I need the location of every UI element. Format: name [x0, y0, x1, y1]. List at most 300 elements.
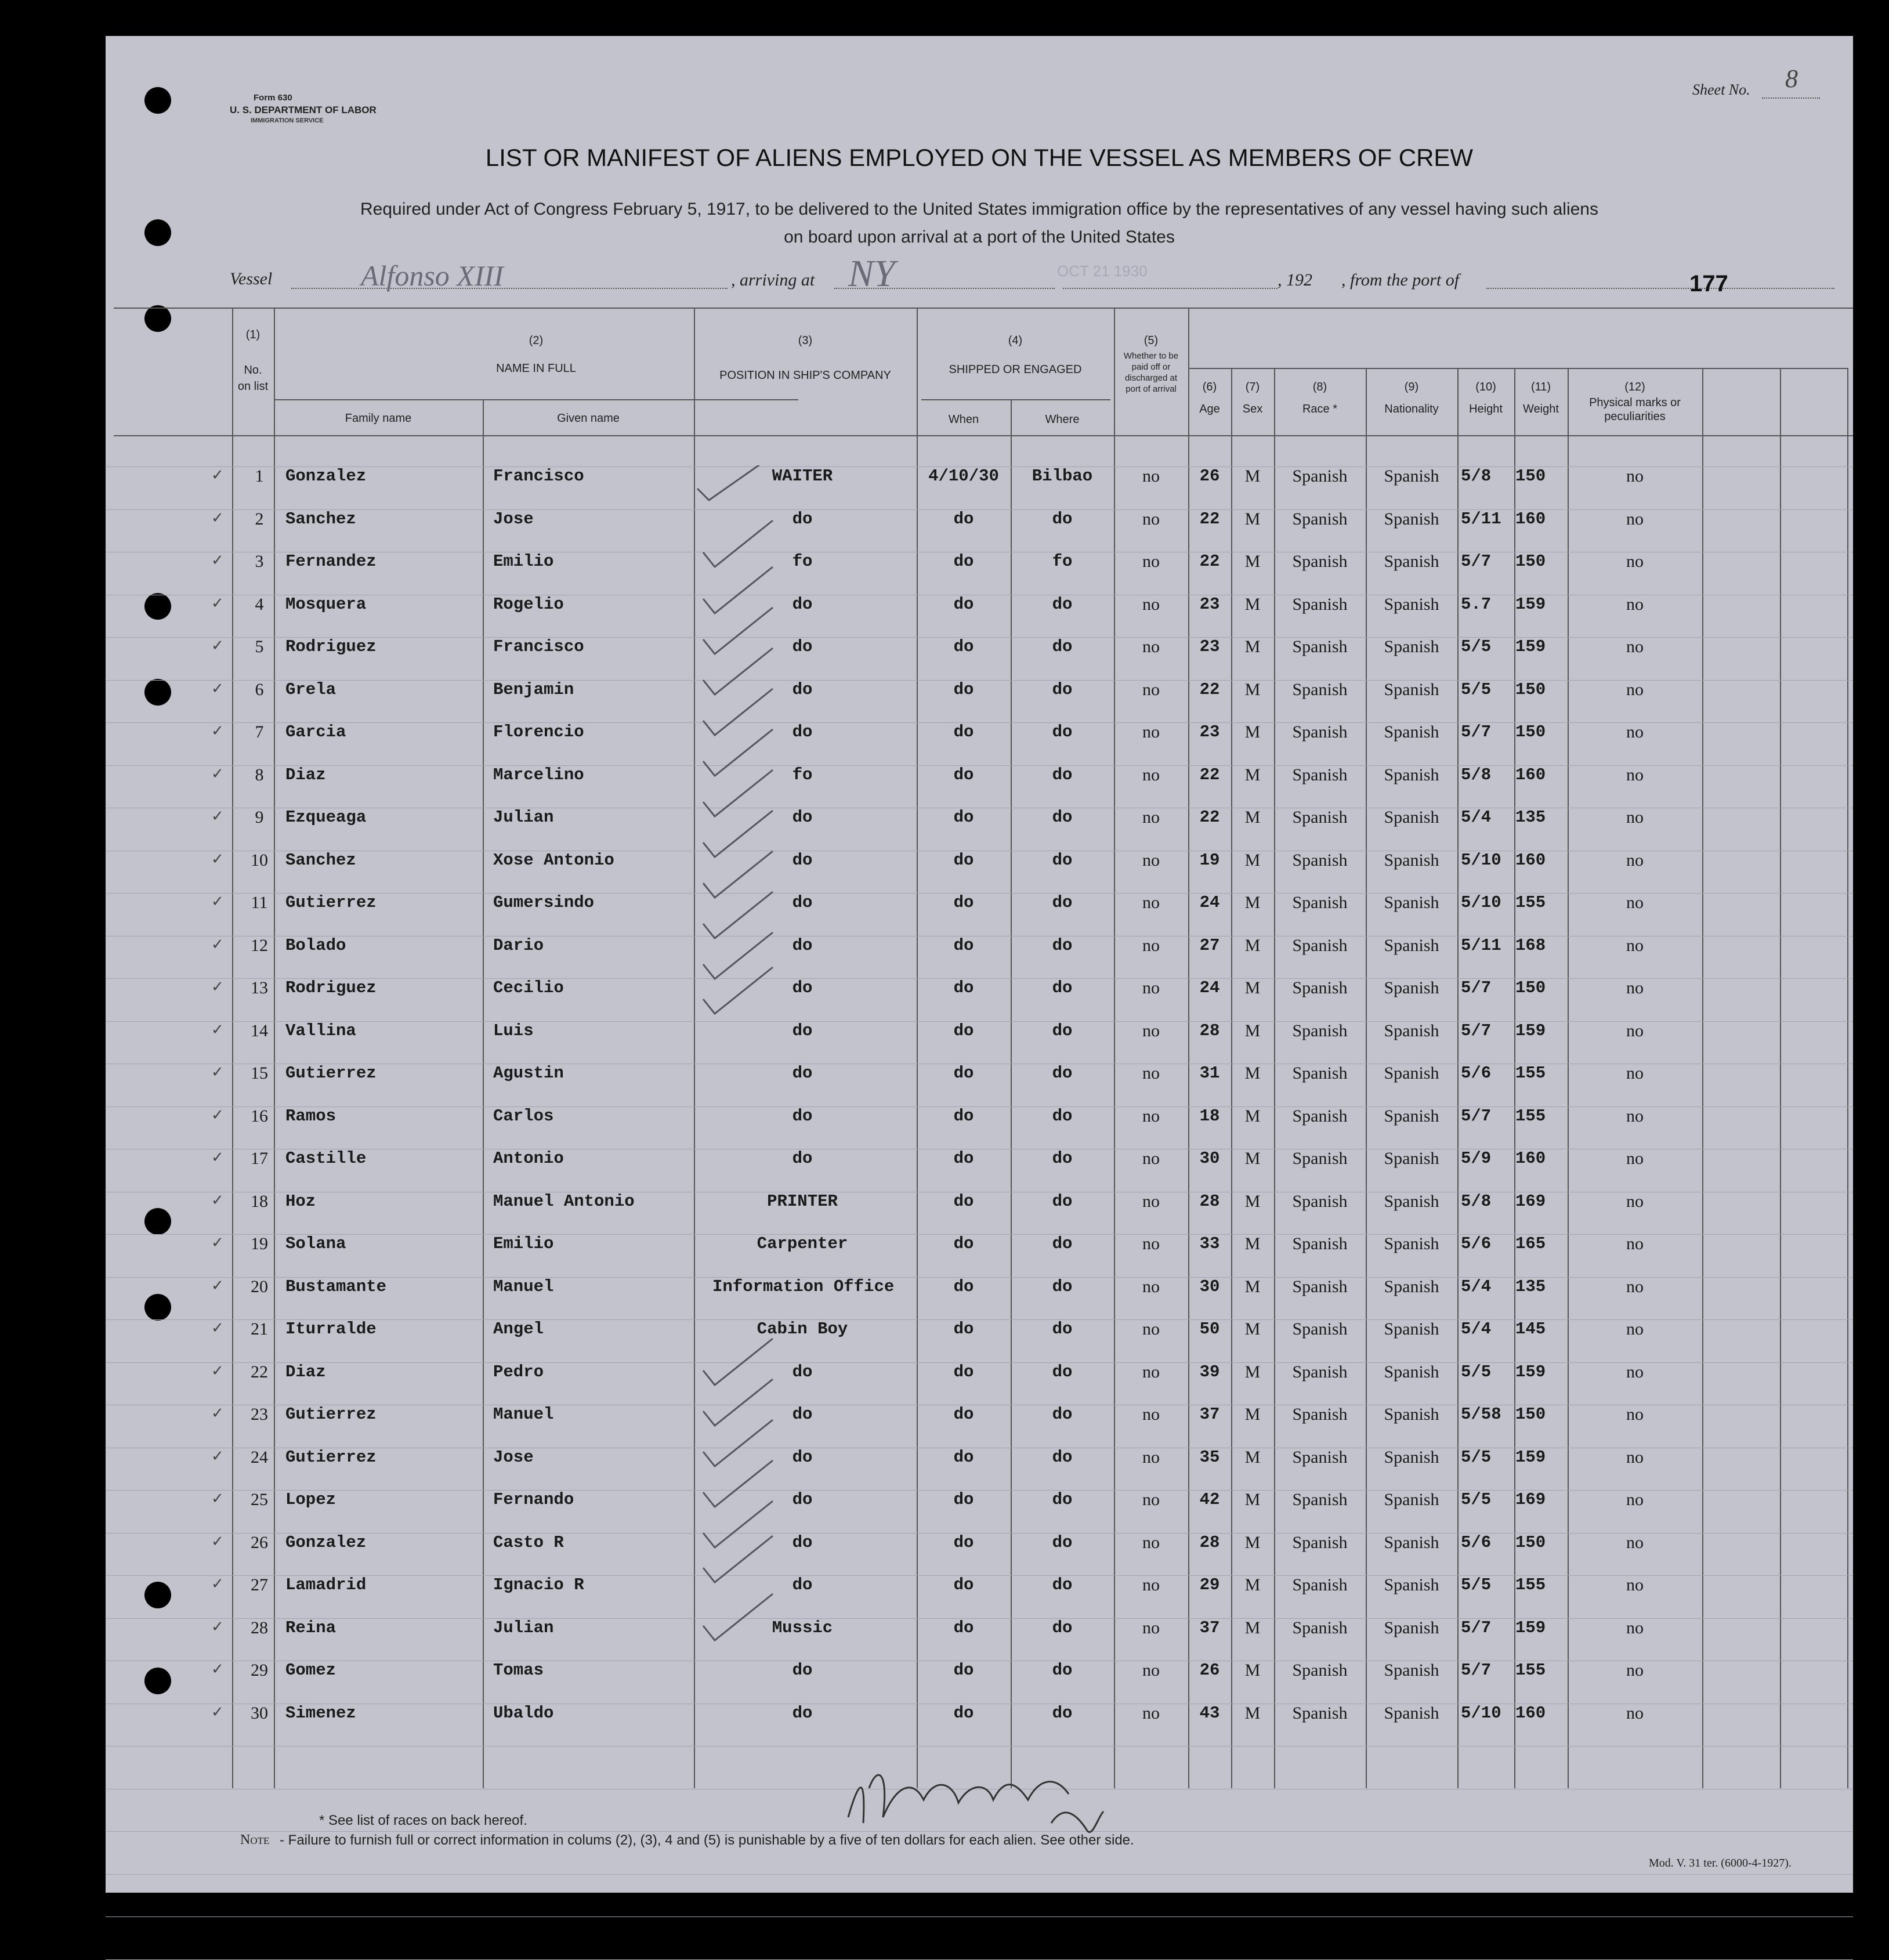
row-number: 25	[251, 1490, 268, 1509]
col8-label: Race *	[1302, 403, 1338, 415]
col-divider	[483, 399, 484, 1788]
physical-marks: no	[1626, 1532, 1644, 1552]
shipped-where: do	[1052, 1661, 1073, 1680]
shipped-where: do	[1052, 978, 1073, 997]
family-name: Gutierrez	[285, 893, 377, 912]
age: 27	[1199, 935, 1220, 955]
nationality: Spanish	[1384, 893, 1439, 912]
physical-marks: no	[1626, 1447, 1644, 1467]
punch-hole	[144, 305, 171, 332]
paid-off: no	[1142, 1064, 1160, 1083]
height: 5/5	[1461, 1575, 1492, 1594]
paid-off: no	[1142, 765, 1160, 784]
given-name: Florencio	[493, 722, 584, 742]
row-check-mark: ✓	[211, 1575, 224, 1592]
date-stamp: OCT 21 1930	[1057, 262, 1148, 280]
col3-label: POSITION IN SHIP'S COMPANY	[719, 369, 891, 382]
family-name: Iturralde	[285, 1319, 377, 1339]
family-name: Grela	[285, 679, 336, 699]
sex: M	[1244, 1447, 1261, 1467]
col2-num: (2)	[529, 334, 544, 347]
shipped-where: do	[1052, 679, 1073, 699]
from-port-label: , from the port of	[1341, 270, 1460, 290]
age: 22	[1199, 765, 1220, 784]
nationality: Spanish	[1384, 765, 1439, 784]
col2-given-label: Given name	[557, 412, 620, 425]
position: do	[792, 1490, 813, 1509]
age: 42	[1199, 1490, 1220, 1509]
height: 5/7	[1461, 978, 1492, 997]
height: 5/8	[1461, 765, 1492, 784]
given-name: Julian	[493, 1618, 554, 1637]
nationality: Spanish	[1384, 935, 1439, 955]
row-number: 18	[251, 1191, 268, 1211]
family-name: Sanchez	[285, 509, 356, 529]
name-subheader-line	[274, 399, 798, 400]
shipped-when: do	[953, 893, 974, 912]
form-number: Form 630	[254, 93, 292, 103]
sheet-number-line	[1762, 97, 1820, 99]
race: Spanish	[1292, 1106, 1348, 1126]
col12-label: Physical marks or peculiarities	[1589, 396, 1681, 423]
vessel-name: Alfonso XIII	[361, 259, 504, 292]
race: Spanish	[1292, 1362, 1348, 1382]
col4-where-label: Where	[1045, 413, 1080, 426]
height: 5/6	[1461, 1532, 1492, 1552]
race: Spanish	[1292, 893, 1348, 912]
sex: M	[1244, 552, 1261, 571]
given-name: Cecilio	[493, 978, 564, 997]
paid-off: no	[1142, 594, 1160, 614]
row-check-mark: ✓	[211, 1191, 224, 1209]
row-number: 5	[255, 637, 264, 656]
sex: M	[1244, 1319, 1261, 1339]
paid-off: no	[1142, 893, 1160, 912]
subtitle-line2: on board upon arrival at a port of the United States	[784, 227, 1175, 247]
shipped-when: do	[953, 1447, 974, 1467]
sex: M	[1244, 850, 1261, 870]
race: Spanish	[1292, 1575, 1348, 1594]
position: do	[792, 1703, 813, 1723]
age: 50	[1199, 1319, 1220, 1339]
col5-label: Whether to be paid off or discharged at port of arrival	[1123, 351, 1179, 394]
note-text: - Failure to furnish full or correct information in colums (2), (3), 4 and (5) is punishable by a five of ten dollars for each alien. See other side.	[280, 1832, 1134, 1848]
year-label: , 192	[1278, 270, 1312, 290]
age: 28	[1199, 1532, 1220, 1552]
weight: 150	[1515, 1405, 1546, 1424]
weight: 160	[1515, 509, 1546, 529]
race: Spanish	[1292, 1234, 1348, 1253]
shipped-where: do	[1052, 1064, 1073, 1083]
row-number: 28	[251, 1618, 268, 1637]
height: 5.7	[1461, 594, 1492, 614]
sex: M	[1244, 1064, 1261, 1083]
age: 31	[1199, 1064, 1220, 1083]
col2-family-label: Family name	[345, 412, 412, 425]
height: 5/5	[1461, 1447, 1492, 1467]
family-name: Lopez	[285, 1490, 336, 1509]
arriving-port: NY	[848, 252, 895, 295]
row-number: 26	[251, 1532, 268, 1552]
row-check-mark: ✓	[211, 594, 224, 612]
family-name: Rodriguez	[285, 637, 377, 656]
row-check-mark: ✓	[211, 637, 224, 654]
sex: M	[1244, 935, 1261, 955]
sex: M	[1244, 1106, 1261, 1126]
nationality: Spanish	[1384, 467, 1439, 486]
age: 28	[1199, 1021, 1220, 1040]
punch-hole	[144, 593, 171, 620]
age: 35	[1199, 1447, 1220, 1467]
height: 5/6	[1461, 1234, 1492, 1253]
weight: 160	[1515, 765, 1546, 784]
nationality: Spanish	[1384, 1405, 1439, 1424]
shipped-where: do	[1052, 722, 1073, 742]
race: Spanish	[1292, 1149, 1348, 1168]
physical-marks: no	[1626, 1276, 1644, 1296]
nationality: Spanish	[1384, 978, 1439, 997]
family-name: Ramos	[285, 1106, 336, 1126]
family-name: Reina	[285, 1618, 336, 1637]
paid-off: no	[1142, 978, 1160, 997]
race: Spanish	[1292, 1191, 1348, 1211]
age: 39	[1199, 1362, 1220, 1382]
height: 5/7	[1461, 1661, 1492, 1680]
weight: 155	[1515, 1575, 1546, 1594]
nationality: Spanish	[1384, 850, 1439, 870]
weight: 150	[1515, 552, 1546, 571]
row-check-mark: ✓	[211, 1064, 224, 1080]
weight: 169	[1515, 1191, 1546, 1211]
form-mod: Mod. V. 31 ter. (6000-4-1927).	[1649, 1857, 1792, 1869]
vessel-name-line	[291, 288, 728, 289]
paid-off: no	[1142, 1362, 1160, 1382]
subtitle-line1: Required under Act of Congress February 5, 1917, to be delivered to the United States immigration office by the representatives of any vessel having such aliens	[360, 200, 1598, 219]
ruled-line	[106, 1874, 1853, 1875]
age: 22	[1199, 808, 1220, 827]
col6-num: (6)	[1202, 381, 1217, 393]
sex: M	[1244, 765, 1261, 784]
weight: 150	[1515, 467, 1546, 486]
row-check-mark: ✓	[211, 765, 224, 782]
shipped-where: do	[1052, 1319, 1073, 1339]
shipped-where: do	[1052, 850, 1073, 870]
row-number: 10	[251, 850, 268, 870]
family-name: Gutierrez	[285, 1064, 377, 1083]
punch-hole	[144, 679, 171, 706]
col12-num: (12)	[1624, 381, 1645, 393]
service: IMMIGRATION SERVICE	[251, 117, 324, 124]
nationality: Spanish	[1384, 594, 1439, 614]
position: do	[792, 893, 813, 912]
family-name: Mosquera	[285, 594, 367, 614]
table-top-border	[114, 308, 1853, 309]
sex: M	[1244, 679, 1261, 699]
physical-marks: no	[1626, 893, 1644, 912]
height: 5/11	[1461, 509, 1501, 529]
weight: 160	[1515, 1703, 1546, 1723]
shipped-where: do	[1052, 1575, 1073, 1594]
sex: M	[1244, 1362, 1261, 1382]
paid-off: no	[1142, 1234, 1160, 1253]
row-check-mark: ✓	[211, 1405, 224, 1422]
row-number: 12	[251, 935, 268, 955]
age: 33	[1199, 1234, 1220, 1253]
shipped-when: do	[953, 594, 974, 614]
position: do	[792, 1021, 813, 1040]
punch-hole	[144, 87, 171, 114]
col7-num: (7)	[1245, 381, 1260, 393]
col10-num: (10)	[1475, 381, 1496, 393]
sex: M	[1244, 722, 1261, 742]
punch-hole	[144, 1668, 171, 1694]
row-number: 6	[255, 679, 264, 699]
position: do	[792, 1405, 813, 1424]
punch-hole	[144, 1294, 171, 1321]
shipped-where: do	[1052, 594, 1073, 614]
shipped-where: do	[1052, 1532, 1073, 1552]
row-number: 13	[251, 978, 268, 997]
row-number: 16	[251, 1106, 268, 1126]
row-check-mark: ✓	[211, 808, 224, 824]
col3-num: (3)	[798, 334, 813, 347]
given-name: Manuel Antonio	[493, 1191, 635, 1211]
nationality: Spanish	[1384, 1021, 1439, 1040]
family-name: Solana	[285, 1234, 346, 1253]
row-check-mark: ✓	[211, 850, 224, 867]
race: Spanish	[1292, 1532, 1348, 1552]
height: 5/6	[1461, 1064, 1492, 1083]
paid-off: no	[1142, 1191, 1160, 1211]
shipped-where: do	[1052, 808, 1073, 827]
row-number: 27	[251, 1575, 268, 1594]
race: Spanish	[1292, 1661, 1348, 1680]
given-name: Ubaldo	[493, 1703, 554, 1723]
sex: M	[1244, 1405, 1261, 1424]
weight: 155	[1515, 1064, 1546, 1083]
height: 5/7	[1461, 552, 1492, 571]
weight: 159	[1515, 1447, 1546, 1467]
family-name: Gutierrez	[285, 1405, 377, 1424]
weight: 165	[1515, 1234, 1546, 1253]
family-name: Gonzalez	[285, 1532, 367, 1552]
shipped-when: do	[953, 1319, 974, 1339]
row-check-mark: ✓	[211, 1618, 224, 1635]
row-number: 17	[251, 1149, 268, 1168]
given-name: Fernando	[493, 1490, 574, 1509]
sex: M	[1244, 1021, 1261, 1040]
paid-off: no	[1142, 1490, 1160, 1509]
race: Spanish	[1292, 1405, 1348, 1424]
col4-when-label: When	[948, 413, 979, 426]
given-name: Dario	[493, 935, 544, 955]
age: 22	[1199, 509, 1220, 529]
shipped-when: do	[953, 1618, 974, 1637]
nationality: Spanish	[1384, 1064, 1439, 1083]
given-name: Jose	[493, 509, 534, 529]
race: Spanish	[1292, 1447, 1348, 1467]
col4-label: SHIPPED OR ENGAGED	[949, 363, 1082, 376]
race: Spanish	[1292, 722, 1348, 742]
row-check-mark: ✓	[211, 1106, 224, 1123]
position: Mussic	[772, 1618, 833, 1637]
height: 5/7	[1461, 1106, 1492, 1126]
nationality: Spanish	[1384, 1490, 1439, 1509]
sex: M	[1244, 594, 1261, 614]
shipped-when: do	[953, 1532, 974, 1552]
paid-off: no	[1142, 1276, 1160, 1296]
race: Spanish	[1292, 1319, 1348, 1339]
shipped-where: do	[1052, 1405, 1073, 1424]
family-name: Diaz	[285, 1362, 326, 1382]
manifest-sheet	[106, 36, 1853, 1893]
given-name: Tomas	[493, 1661, 544, 1680]
shipped-where: do	[1052, 1703, 1073, 1723]
given-name: Francisco	[493, 637, 584, 656]
shipped-where: do	[1052, 1362, 1073, 1382]
sex: M	[1244, 467, 1261, 486]
sex: M	[1244, 893, 1261, 912]
col2-label: NAME IN FULL	[496, 362, 576, 375]
physical-marks: no	[1626, 935, 1644, 955]
nationality: Spanish	[1384, 679, 1439, 699]
sex: M	[1244, 1575, 1261, 1594]
row-number: 20	[251, 1276, 268, 1296]
age: 24	[1199, 893, 1220, 912]
row-check-mark: ✓	[211, 1447, 224, 1464]
given-name: Angel	[493, 1319, 544, 1339]
race: Spanish	[1292, 1703, 1348, 1723]
nationality: Spanish	[1384, 1661, 1439, 1680]
race: Spanish	[1292, 637, 1348, 656]
physical-marks: no	[1626, 1234, 1644, 1253]
race: Spanish	[1292, 850, 1348, 870]
position: do	[792, 722, 813, 742]
shipped-when: do	[953, 808, 974, 827]
given-name: Julian	[493, 808, 554, 827]
paid-off: no	[1142, 679, 1160, 699]
row-number: 14	[251, 1021, 268, 1040]
shipped-where: do	[1052, 1447, 1073, 1467]
physical-marks: no	[1626, 1490, 1644, 1509]
shipped-where: do	[1052, 1106, 1073, 1126]
row-number: 4	[255, 594, 264, 614]
header-bottom-border	[114, 435, 1853, 436]
position-check-marks	[686, 465, 929, 1771]
row-check-mark: ✓	[211, 1234, 224, 1251]
position: do	[792, 1575, 813, 1594]
age: 23	[1199, 722, 1220, 742]
weight: 168	[1515, 935, 1546, 955]
nationality: Spanish	[1384, 1234, 1439, 1253]
date-line	[1063, 288, 1278, 289]
department: U. S. DEPARTMENT OF LABOR	[230, 104, 377, 115]
row-number: 3	[255, 552, 264, 571]
sex: M	[1244, 1276, 1261, 1296]
nationality: Spanish	[1384, 1703, 1439, 1723]
sheet-number: 8	[1785, 64, 1798, 93]
col-divider	[274, 308, 275, 1788]
physical-marks: no	[1626, 1362, 1644, 1382]
paid-off: no	[1142, 467, 1160, 486]
nationality: Spanish	[1384, 637, 1439, 656]
family-name: Garcia	[285, 722, 346, 742]
shipped-when: do	[953, 637, 974, 656]
position: do	[792, 1149, 813, 1168]
position: fo	[792, 552, 813, 571]
row-check-mark: ✓	[211, 893, 224, 910]
physical-marks: no	[1626, 1021, 1644, 1040]
page-stamp-number: 177	[1689, 271, 1728, 296]
weight: 150	[1515, 722, 1546, 742]
given-name: Agustin	[493, 1064, 564, 1083]
age: 28	[1199, 1191, 1220, 1211]
col-divider	[1114, 308, 1115, 1788]
given-name: Carlos	[493, 1106, 554, 1126]
race: Spanish	[1292, 509, 1348, 529]
paid-off: no	[1142, 1106, 1160, 1126]
weight: 160	[1515, 1149, 1546, 1168]
height: 5/5	[1461, 679, 1492, 699]
height: 5/10	[1461, 850, 1501, 870]
given-name: Gumersindo	[493, 893, 595, 912]
position: do	[792, 509, 813, 529]
shipped-where: do	[1052, 1234, 1073, 1253]
row-check-mark: ✓	[211, 1319, 224, 1336]
age: 30	[1199, 1149, 1220, 1168]
race: Spanish	[1292, 594, 1348, 614]
nationality: Spanish	[1384, 1106, 1439, 1126]
height: 5/7	[1461, 1618, 1492, 1637]
punch-hole	[144, 1208, 171, 1235]
from-port-line	[1486, 288, 1834, 289]
nationality: Spanish	[1384, 1319, 1439, 1339]
row-check-mark: ✓	[211, 467, 224, 483]
col4-num: (4)	[1008, 334, 1023, 347]
weight: 135	[1515, 808, 1546, 827]
sex: M	[1244, 1618, 1261, 1637]
col-divider	[1188, 308, 1189, 1788]
given-name: Emilio	[493, 552, 554, 571]
shipped-when: do	[953, 1021, 974, 1040]
position: do	[792, 808, 813, 827]
position: do	[792, 1661, 813, 1680]
row-number: 8	[255, 765, 264, 784]
shipped-where: do	[1052, 509, 1073, 529]
paid-off: no	[1142, 1532, 1160, 1552]
nationality: Spanish	[1384, 1618, 1439, 1637]
physical-marks: no	[1626, 1149, 1644, 1168]
position: do	[792, 1532, 813, 1552]
col7-label: Sex	[1242, 403, 1263, 415]
row-number: 2	[255, 509, 264, 529]
weight: 159	[1515, 637, 1546, 656]
note-label: Note	[240, 1832, 270, 1847]
physical-marks: no	[1626, 978, 1644, 997]
race: Spanish	[1292, 1021, 1348, 1040]
shipped-where: do	[1052, 1490, 1073, 1509]
row-number: 23	[251, 1405, 268, 1424]
row-check-mark: ✓	[211, 1362, 224, 1379]
row-check-mark: ✓	[211, 1703, 224, 1720]
arriving-label: , arriving at	[731, 270, 815, 290]
shipped-where: do	[1052, 765, 1073, 784]
physical-marks: no	[1626, 1319, 1644, 1339]
shipped-when: do	[953, 1106, 974, 1126]
sex: M	[1244, 1490, 1261, 1509]
paid-off: no	[1142, 1405, 1160, 1424]
row-check-mark: ✓	[211, 1532, 224, 1550]
